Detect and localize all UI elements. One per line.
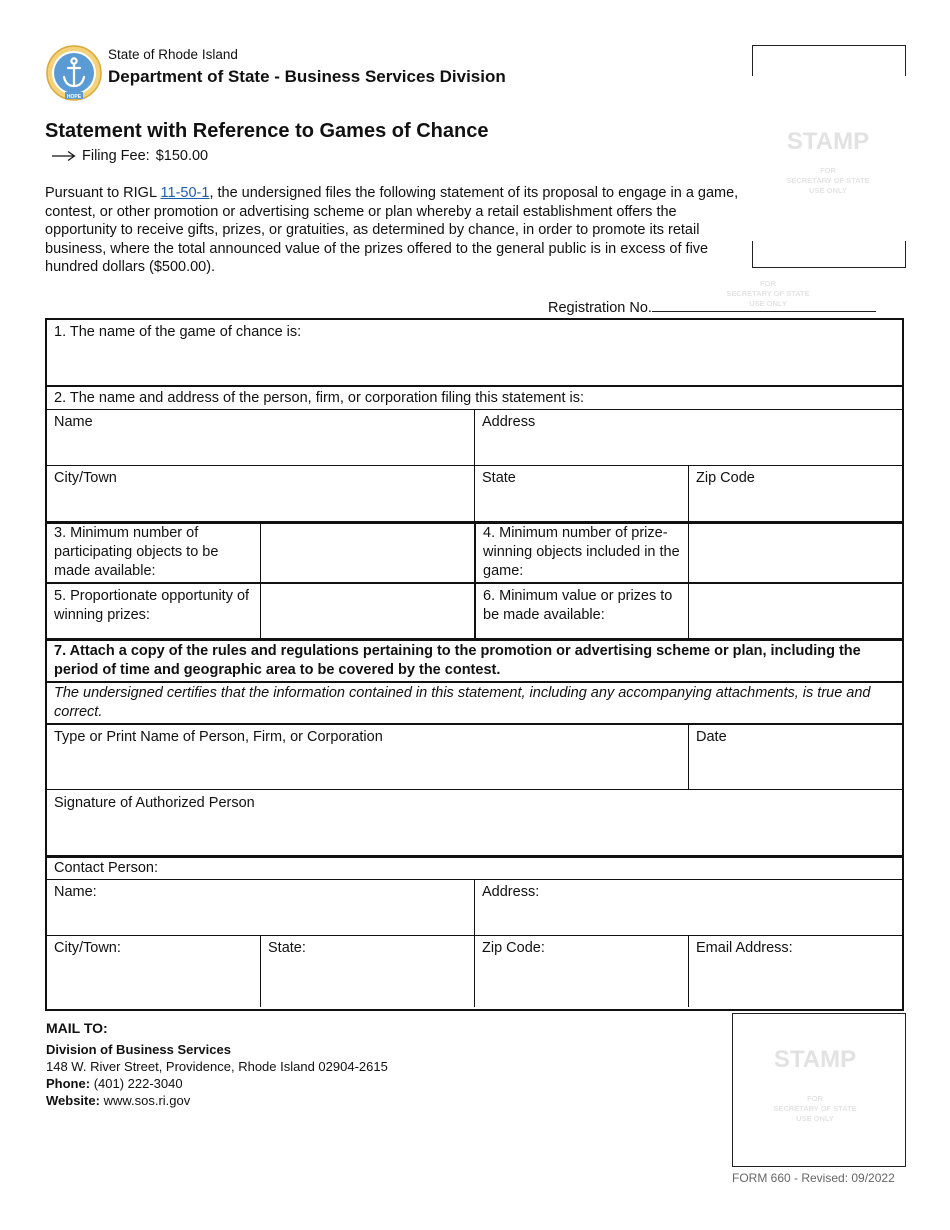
- mail-to-block: [46, 1020, 388, 1109]
- department-name: Department of State - Business Services Division: [108, 67, 506, 86]
- q3-label: 3. Minimum number of participating objects to be made available:: [54, 525, 219, 579]
- stamp-note-faded: FOR SECRETARY OF STATE USE ONLY: [726, 279, 810, 308]
- filer-state-field[interactable]: State: [482, 470, 516, 486]
- seal-motto: HOPE: [66, 94, 82, 100]
- q7-instructions: 7. Attach a copy of the rules and regulations pertaining to the promotion or advertising scheme or plan, including the period of time and geographic area to be covered by the contest.: [54, 643, 861, 678]
- mail-division: Division of Business Services: [46, 1042, 231, 1057]
- stamp-box-top: [752, 45, 906, 76]
- filer-address-field[interactable]: Address: [482, 414, 536, 430]
- contact-zip-field[interactable]: Zip Code:: [482, 940, 545, 956]
- form-title: Statement with Reference to Games of Chance: [45, 120, 489, 142]
- q3-input[interactable]: [261, 523, 474, 582]
- filing-fee: [52, 148, 208, 164]
- contact-address-field[interactable]: Address:: [482, 884, 540, 900]
- certification-text: The undersigned certifies that the information contained in this statement, including any accompanying attachments, is true and correct.: [54, 685, 871, 720]
- filer-name-field[interactable]: Name: [54, 414, 93, 430]
- filer-heading: 2. The name and address of the person, firm, or corporation filing this statement is:: [54, 390, 585, 406]
- contact-city-field[interactable]: City/Town:: [54, 940, 121, 956]
- mail-website: Website: www.sos.ri.gov: [46, 1093, 191, 1108]
- registration-number: [548, 296, 876, 316]
- printed-name-field[interactable]: Type or Print Name of Person, Firm, or Corporation: [54, 729, 383, 745]
- filing-fee-amount: $150.00: [155, 148, 209, 164]
- state-seal-logo: [46, 45, 102, 101]
- stamp-note-bottom: FOR SECRETARY OF STATE USE ONLY: [773, 1094, 857, 1123]
- game-name-field[interactable]: 1. The name of the game of chance is:: [54, 324, 302, 340]
- q4-label: 4. Minimum number of prize-winning objects included in the game:: [483, 525, 680, 579]
- mail-heading: MAIL TO:: [46, 1020, 108, 1036]
- mail-phone: Phone: (401) 222-3040: [46, 1076, 183, 1091]
- q5-input[interactable]: [261, 584, 474, 638]
- stamp-box-bottom-right: [732, 1013, 906, 1167]
- stamp-box-bottom: [752, 241, 906, 268]
- filing-fee-label: Filing Fee:: [82, 148, 150, 164]
- arrow-right-icon: [52, 151, 76, 161]
- stamp-label: STAMP: [786, 128, 870, 155]
- contact-state-field[interactable]: State:: [268, 940, 306, 956]
- state-name: State of Rhode Island: [108, 47, 238, 62]
- mail-street: 148 W. River Street, Providence, Rhode Island 02904-2615: [46, 1059, 388, 1074]
- q6-label: 6. Minimum value or prizes to be made available:: [483, 588, 673, 623]
- website-link[interactable]: www.sos.ri.gov: [103, 1093, 191, 1108]
- contact-name-field[interactable]: Name:: [54, 884, 97, 900]
- signature-field[interactable]: Signature of Authorized Person: [54, 795, 255, 811]
- q5-label: 5. Proportionate opportunity of winning prizes:: [54, 588, 250, 623]
- registration-label: Registration No.: [548, 300, 652, 316]
- intro-paragraph: Pursuant to RIGL 11-50-1, the undersigned files the following statement of its proposal to engage in a game, contest, or other promotion or advertising scheme or plan whereby a retail establishment offers the opportunity to receive gifts, prizes, or gratuities, as determined by chance, in order to promote its retail business, where the total announced value of the prizes offered to the general public is in excess of five hundred dollars ($500.00).: [45, 185, 739, 275]
- contact-email-field[interactable]: Email Address:: [696, 940, 793, 956]
- filer-zip-field[interactable]: Zip Code: [696, 470, 755, 486]
- date-field[interactable]: Date: [696, 729, 727, 745]
- contact-person-heading: Contact Person:: [54, 860, 158, 876]
- form-table: [45, 318, 904, 1011]
- q6-input[interactable]: [689, 584, 900, 638]
- registration-input[interactable]: [652, 296, 876, 312]
- rigl-link[interactable]: 11-50-1: [160, 185, 210, 201]
- stamp-note: FOR SECRETARY OF STATE USE ONLY: [786, 166, 870, 195]
- filer-city-field[interactable]: City/Town: [54, 470, 117, 486]
- q4-input[interactable]: [689, 523, 900, 582]
- form-number: FORM 660 - Revised: 09/2022: [732, 1171, 895, 1185]
- stamp-label-bottom: STAMP: [773, 1046, 857, 1073]
